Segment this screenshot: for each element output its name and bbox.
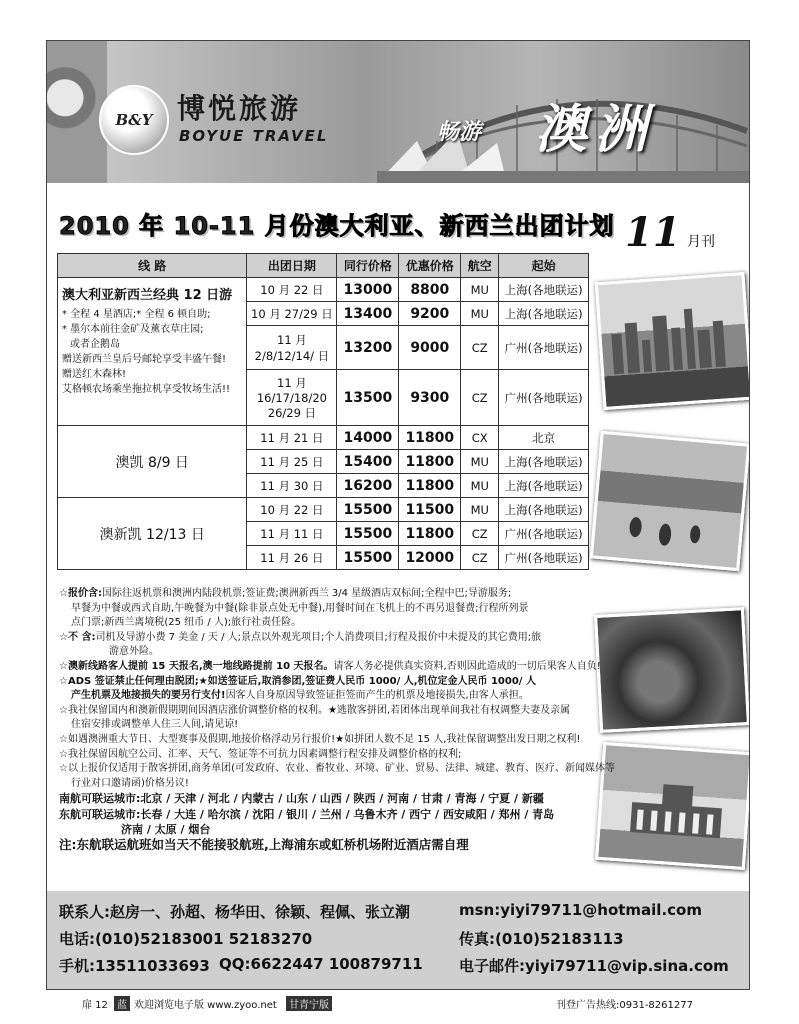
ad-hotline: 刊登广告热线:0931-8261277: [556, 1000, 693, 1011]
promo-price-cell: 8800: [399, 278, 461, 302]
col-header-route: 线 路: [58, 254, 247, 278]
peer-price-cell: 14000: [337, 426, 399, 450]
includes-text: 点门票;新西兰离境税(25 纽币 / 人);旅行社责任险。: [71, 617, 302, 629]
contact-people: 联系人:赵房一、孙超、杨华田、徐颖、程佩、张立潮: [59, 903, 411, 921]
route-detail: * 全程 4 星酒店;* 全程 6 顿自助;: [62, 309, 211, 320]
final-note: 注:东航联运航班如当天不能接驳航班,上海浦东或虹桥机场附近酒店需自理: [59, 836, 469, 852]
origin-cell: 广州(各地联运): [499, 546, 589, 570]
header-banner: [47, 41, 750, 183]
col-header-airline: 航空: [461, 254, 499, 278]
date-cell: 11 月 16/17/18/20 26/29 日: [247, 370, 337, 426]
table-row: [58, 426, 589, 450]
peer-price-cell: 13400: [337, 302, 399, 326]
city-skyline-photo: [595, 272, 750, 410]
page: [46, 40, 750, 990]
date-cell: 10 月 22 日: [247, 278, 337, 302]
origin-cell: 广州(各地联运): [499, 370, 589, 426]
origin-cell: 上海(各地联运): [499, 474, 589, 498]
origin-cell: 广州(各地联运): [499, 522, 589, 546]
peer-price-cell: 15500: [337, 498, 399, 522]
date-cell: 11 月 11 日: [247, 522, 337, 546]
notes-section: [59, 587, 749, 852]
date-cell: 11 月 21 日: [247, 426, 337, 450]
airline-cell: MU: [461, 302, 499, 326]
koala-photo: [47, 41, 107, 183]
origin-cell: 北京: [499, 426, 589, 450]
note-text: ☆我社保留因航空公司、汇率、天气、签证等不可抗力因素调整行程安排及调整价格的权利;: [59, 748, 462, 760]
includes-text: 国际往返机票和澳洲内陆段机票;签证费;澳洲新西兰 3/4 星级酒店双标间;全程中巴;导游服务;: [101, 588, 512, 599]
airline-cell: CZ: [461, 326, 499, 370]
east-cities-label: 东航可联运城市:: [59, 807, 141, 821]
note-text: 因客人自身原因导致签证拒签而产生的机票及地接损失,由客人承担。: [225, 690, 529, 702]
footer-welcome: 欢迎浏览电子版 www.zyoo.net: [134, 1000, 277, 1011]
brand-name-cn: 博悦旅游: [177, 92, 302, 125]
logo-text: B&Y: [115, 111, 153, 129]
promo-price-cell: 9200: [399, 302, 461, 326]
excludes-label: ☆不 含:: [59, 631, 96, 643]
page-title: 2010 年 10-11 月份澳大利亚、新西兰出团计划: [59, 212, 615, 240]
route-name: 澳新凯 12/13 日: [58, 498, 247, 570]
col-header-peer-price: 同行价格: [337, 254, 399, 278]
note-bold: ☆澳新线路客人提前 15 天报名,澳一地线路提前 10 天报名。: [59, 660, 334, 672]
promo-price-cell: 11800: [399, 522, 461, 546]
peer-price-cell: 15400: [337, 450, 399, 474]
peer-price-cell: 16200: [337, 474, 399, 498]
route-detail: 艾格顿农场乘坐拖拉机享受牧场生活!!: [62, 384, 231, 395]
table-row: [58, 278, 589, 302]
airline-cell: CZ: [461, 546, 499, 570]
origin-cell: 上海(各地联运): [499, 498, 589, 522]
origin-cell: 上海(各地联运): [499, 450, 589, 474]
kangaroo-photo: [590, 431, 750, 572]
note-text: 住宿安排或调整单人住三人间,请见谅!: [71, 719, 239, 731]
issue-label: 月刊: [687, 234, 715, 250]
route-detail: 或者企鹅岛: [70, 339, 120, 350]
note-bold: ☆ADS 签证禁止任何理由脱团;★如送签证后,取消参团,签证费人民币 1000/ 人,机位定金人民币 1000/ 人: [59, 675, 536, 687]
origin-cell: 上海(各地联运): [499, 278, 589, 302]
brand-name-en: BOYUE TRAVEL: [179, 127, 329, 145]
peer-price-cell: 15500: [337, 522, 399, 546]
table-header-row: [58, 254, 589, 278]
table-row: [58, 498, 589, 522]
issue-number: 11: [625, 209, 681, 256]
col-header-origin: 起始: [499, 254, 589, 278]
promo-price-cell: 11800: [399, 450, 461, 474]
note-text: 请客人务必提供真实资料,否则因此造成的一切后果客人自负!: [333, 660, 601, 672]
promo-price-cell: 11500: [399, 498, 461, 522]
note-text: ☆我社保留国内和澳新假期期间因酒店涨价调整价格的权利。★逃散客拼团,若团体出现单间我社有权调整夫妻及亲属: [59, 704, 571, 716]
south-cities: 北京 / 天津 / 河北 / 内蒙古 / 山东 / 山西 / 陕西 / 河南 / 甘肃 / 青海 / 宁夏 / 新疆: [140, 792, 544, 806]
origin-cell: 广州(各地联运): [499, 326, 589, 370]
airline-cell: MU: [461, 278, 499, 302]
promo-price-cell: 12000: [399, 546, 461, 570]
promo-price-cell: 9300: [399, 370, 461, 426]
date-cell: 11 月 25 日: [247, 450, 337, 474]
route-cell: [58, 278, 247, 426]
contact-email[interactable]: 电子邮件:yiyi79711@vip.sina.com: [459, 957, 729, 975]
note-text: 行业对口邀请函)价格另议!: [71, 777, 189, 789]
excludes-text: 游意外险。: [109, 646, 159, 658]
airline-cell: MU: [461, 450, 499, 474]
promo-price-cell: 11800: [399, 474, 461, 498]
route-detail: 赠送红木森林!: [62, 369, 127, 380]
contact-phone: 电话:(010)52183001 52183270: [59, 930, 313, 948]
includes-text: 早餐为中餐或西式自助,午晚餐为中餐(除非景点处无中餐),用餐时间在飞机上的不再另退餐费;行程所列景: [71, 602, 529, 614]
promo-price-cell: 11800: [399, 426, 461, 450]
date-cell: 10 月 22 日: [247, 498, 337, 522]
includes-label: ☆报价含:: [59, 588, 102, 599]
south-cities-label: 南航可联运城市:: [59, 792, 141, 806]
slogan-small: 畅游: [437, 120, 482, 145]
connecting-cities: [59, 791, 749, 838]
slogan-big: 澳洲: [535, 100, 656, 160]
col-header-date: 出团日期: [247, 254, 337, 278]
note-text: ☆以上报价仅适用于散客拼团,商务单团(可发政府、农业、畜牧业、环境、矿业、贸易、法律、城建、教育、医疗、新闻媒体等: [59, 763, 616, 775]
contact-fax: 传真:(010)52183113: [459, 930, 624, 948]
peer-price-cell: 15500: [337, 546, 399, 570]
excludes-text: 司机及导游小费 7 美金 / 天 / 人;景点以外观光项目;个人消费项目;行程及报价中未提及的其它费用;旅: [95, 631, 542, 643]
col-header-promo-price: 优惠价格: [399, 254, 461, 278]
route-name: 澳大利亚新西兰经典 12 日游: [62, 288, 233, 303]
date-cell: 11 月 30 日: [247, 474, 337, 498]
airline-cell: MU: [461, 498, 499, 522]
date-cell: 11 月 26 日: [247, 546, 337, 570]
note-bold: 产生机票及地接损失的要另行支付!: [71, 690, 226, 702]
edition-badge: 蓝: [114, 996, 130, 1011]
peer-price-cell: 13200: [337, 326, 399, 370]
date-cell: 11 月 2/8/12/14/ 日: [247, 326, 337, 370]
note-text: ☆如遇澳洲重大节日、大型赛事及假期,地接价格浮动另行报价!★如拼团人数不足 15 人,我社保留调整出发日期之权利!: [59, 733, 581, 745]
page-number: 扉 12: [82, 1000, 108, 1011]
contact-msn[interactable]: msn:yiyi79711@hotmail.com: [459, 901, 702, 919]
route-detail: * 墨尔本前往金矿及薰衣草庄园;: [62, 324, 204, 335]
region-badge: 甘青宁版: [286, 996, 332, 1011]
route-detail: 赠送新西兰皇后号邮轮享受丰盛午餐!: [62, 354, 227, 365]
contact-qq: QQ:6622447 100879711: [219, 955, 423, 973]
page-footer: [46, 993, 750, 1013]
airline-cell: MU: [461, 474, 499, 498]
contact-mobile: 手机:13511033693: [59, 957, 210, 975]
contact-section: [47, 891, 750, 990]
airline-cell: CZ: [461, 522, 499, 546]
promo-price-cell: 9000: [399, 326, 461, 370]
airline-cell: CZ: [461, 370, 499, 426]
route-name: 澳凯 8/9 日: [58, 426, 247, 498]
east-cities: 济南 / 太原 / 烟台: [121, 823, 211, 837]
east-cities: 长春 / 大连 / 哈尔滨 / 沈阳 / 银川 / 兰州 / 乌鲁木齐 / 西宁 / 西安咸阳 / 郑州 / 青岛: [140, 807, 555, 821]
origin-cell: 上海(各地联运): [499, 302, 589, 326]
date-cell: 10 月 27/29 日: [247, 302, 337, 326]
peer-price-cell: 13000: [337, 278, 399, 302]
itinerary-table: [57, 253, 589, 570]
logo-icon: [99, 85, 169, 155]
airline-cell: CX: [461, 426, 499, 450]
peer-price-cell: 13500: [337, 370, 399, 426]
